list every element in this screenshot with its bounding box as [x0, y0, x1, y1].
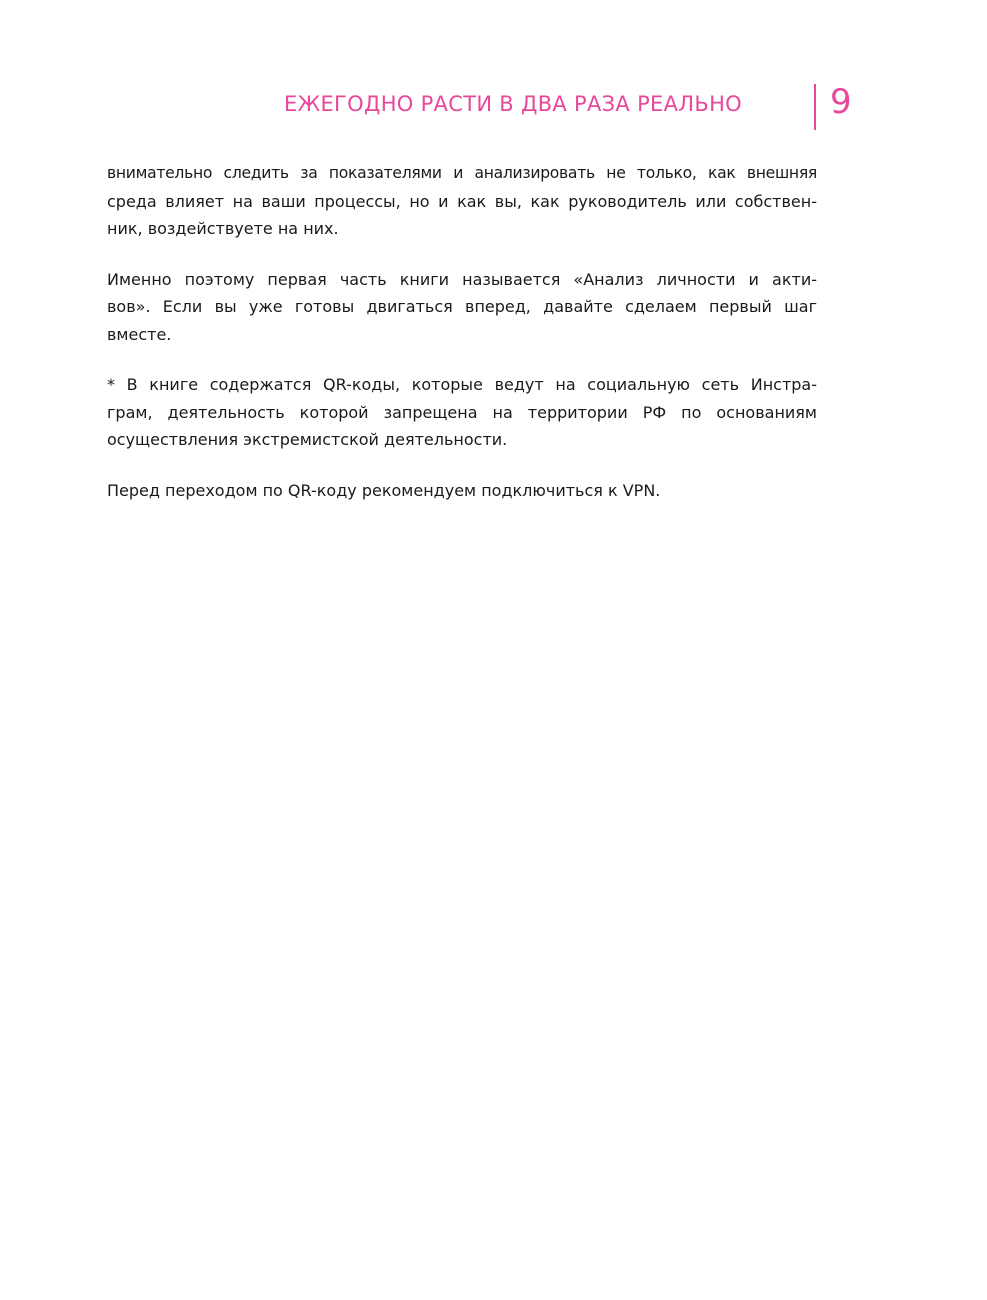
- paragraph-first-part: [107, 266, 817, 349]
- text-line: грам, деятельность которой запрещена на территории РФ по основаниям: [107, 402, 817, 422]
- text-line: ник, воздействуете на них.: [107, 219, 339, 238]
- text-line: осуществления экстремистской деятельности.: [107, 430, 508, 449]
- text-line: внимательно следить за показателями и анализировать не только, как внешняя: [107, 164, 817, 182]
- header-divider: [814, 84, 816, 130]
- body-text: [107, 160, 817, 527]
- paragraph-vpn-note: [107, 477, 817, 505]
- text-line: * В книге содержатся QR-коды, которые ведут на социальную сеть Инстра-: [107, 375, 817, 394]
- text-line: Именно поэтому первая часть книги называется «Анализ личности и акти-: [107, 269, 817, 289]
- running-header-title: ЕЖЕГОДНО РАСТИ В ДВА РАЗА РЕАЛЬНО: [284, 92, 742, 116]
- text-line: Перед переходом по QR-коду рекомендуем подключиться к VPN.: [107, 480, 661, 500]
- text-line: вов». Если вы уже готовы двигаться вперед, давайте сделаем первый шаг: [107, 297, 817, 316]
- text-line: вместе.: [107, 324, 172, 344]
- page-number: 9: [830, 82, 852, 122]
- paragraph-qr-note: [107, 371, 817, 454]
- paragraph-continuation: [107, 160, 817, 243]
- text-line: среда влияет на ваши процессы, но и как вы, как руководитель или собствен-: [107, 191, 817, 211]
- running-header: [0, 82, 987, 140]
